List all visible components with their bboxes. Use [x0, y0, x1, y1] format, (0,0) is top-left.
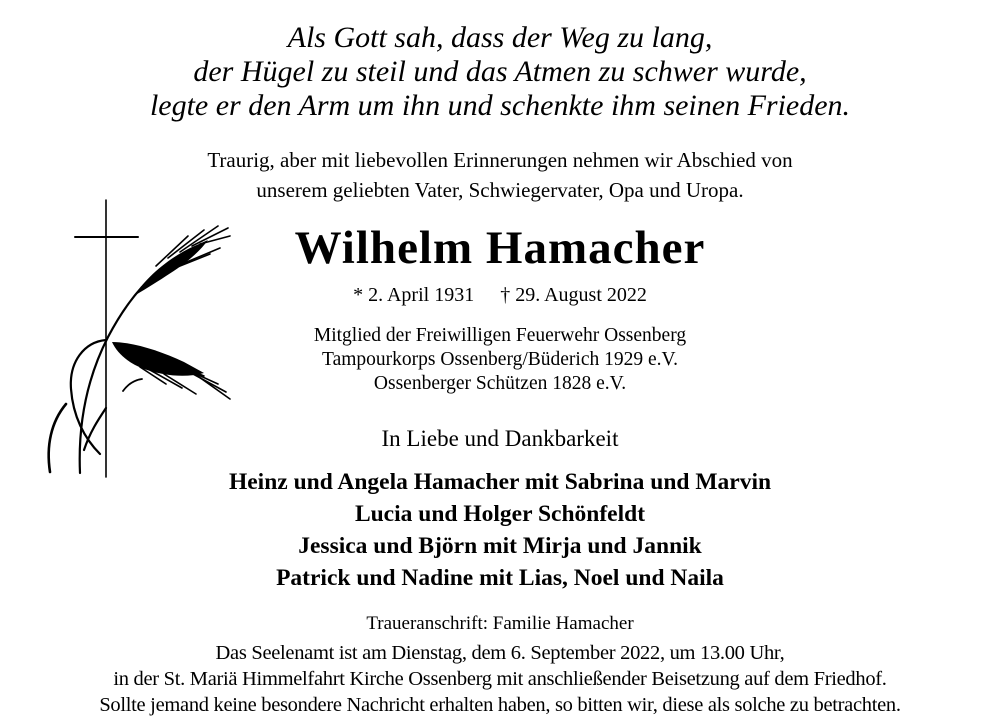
wheat-awn: [192, 372, 230, 399]
service-details: [0, 640, 1000, 718]
deceased-name: Wilhelm Hamacher: [294, 222, 706, 274]
family-line: Heinz und Angela Hamacher mit Sabrina und Marvin: [228, 469, 772, 495]
wheat-stem: [49, 404, 66, 472]
death-date: † 29. August 2022: [500, 284, 647, 306]
opening-verse: [0, 0, 1000, 123]
wheat-stem: [80, 287, 142, 473]
intro-line: unserem geliebten Vater, Schwiegervater, Opa und Uropa.: [256, 178, 744, 202]
service-line: Sollte jemand keine besondere Nachricht erhalten haben, so bitten wir, diese als solche zu betrachten.: [99, 694, 901, 716]
verse-line: legte er den Arm um ihn und schenkte ihm seinen Frieden.: [149, 89, 851, 122]
family-list: [0, 466, 1000, 594]
service-line: Das Seelenamt ist am Dienstag, dem 6. September 2022, um 13.00 Uhr,: [215, 642, 785, 664]
verse-line: der Hügel zu steil und das Atmen zu schwer wurde,: [193, 55, 807, 88]
cross-and-wheat-icon: [20, 192, 232, 484]
farewell-text: In Liebe und Dankbarkeit: [381, 426, 619, 451]
wheat-leaf: [123, 379, 142, 391]
service-line: in der St. Mariä Himmelfahrt Kirche Ossenberg mit anschließender Beisetzung auf dem Friedhof.: [113, 668, 887, 690]
family-line: Lucia und Holger Schönfeldt: [354, 501, 646, 527]
birth-date: * 2. April 1931: [353, 284, 475, 306]
wheat-awn: [164, 374, 196, 394]
mourning-address: Traueranschrift: Familie Hamacher: [366, 613, 634, 634]
membership-line: Mitglied der Freiwilligen Feuerwehr Ossenberg: [313, 325, 687, 346]
membership-line: Tampourkorps Ossenberg/Büderich 1929 e.V.: [322, 349, 678, 370]
intro-line: Traurig, aber mit liebevollen Erinnerungen nehmen wir Abschied von: [207, 148, 793, 172]
family-line: Patrick und Nadine mit Lias, Noel und Naila: [276, 565, 724, 591]
wheat-leaf: [84, 408, 106, 450]
wheat-ear: [134, 240, 208, 296]
verse-line: Als Gott sah, dass der Weg zu lang,: [287, 21, 713, 54]
family-line: Jessica und Björn mit Mirja und Jannik: [298, 533, 702, 559]
membership-line: Ossenberger Schützen 1828 e.V.: [373, 373, 627, 394]
